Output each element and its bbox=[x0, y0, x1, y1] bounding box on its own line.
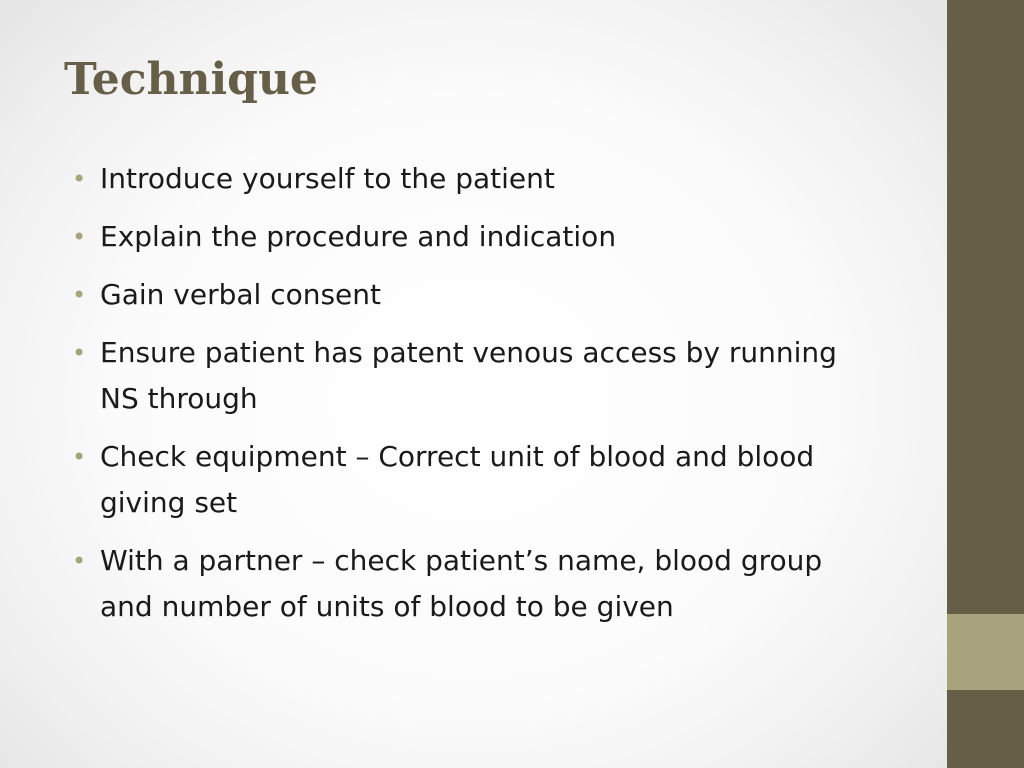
list-item bbox=[72, 214, 882, 260]
list-item bbox=[72, 538, 882, 630]
bullet-icon: • bbox=[72, 443, 87, 471]
bullet-text: Gain verbal consent bbox=[100, 278, 382, 311]
list-item bbox=[72, 156, 882, 202]
bullet-icon: • bbox=[72, 165, 87, 193]
bullet-icon: • bbox=[72, 223, 87, 251]
bullet-icon: • bbox=[72, 339, 87, 367]
bullet-text: Check equipment – Correct unit of blood and blood giving set bbox=[100, 440, 815, 519]
bullet-icon: • bbox=[72, 547, 87, 575]
bullet-text: Explain the procedure and indication bbox=[100, 220, 617, 253]
list-item bbox=[72, 330, 882, 422]
bullet-text: With a partner – check patient’s name, blood group and number of units of blood to be given bbox=[100, 544, 823, 623]
slide-title: Technique bbox=[64, 54, 318, 105]
bullet-list bbox=[72, 156, 882, 642]
bullet-text: Ensure patient has patent venous access by running NS through bbox=[100, 336, 837, 415]
bullet-text: Introduce yourself to the patient bbox=[100, 162, 555, 195]
list-item bbox=[72, 434, 882, 526]
bullet-icon: • bbox=[72, 281, 87, 309]
list-item bbox=[72, 272, 882, 318]
side-accent-block bbox=[947, 614, 1024, 690]
